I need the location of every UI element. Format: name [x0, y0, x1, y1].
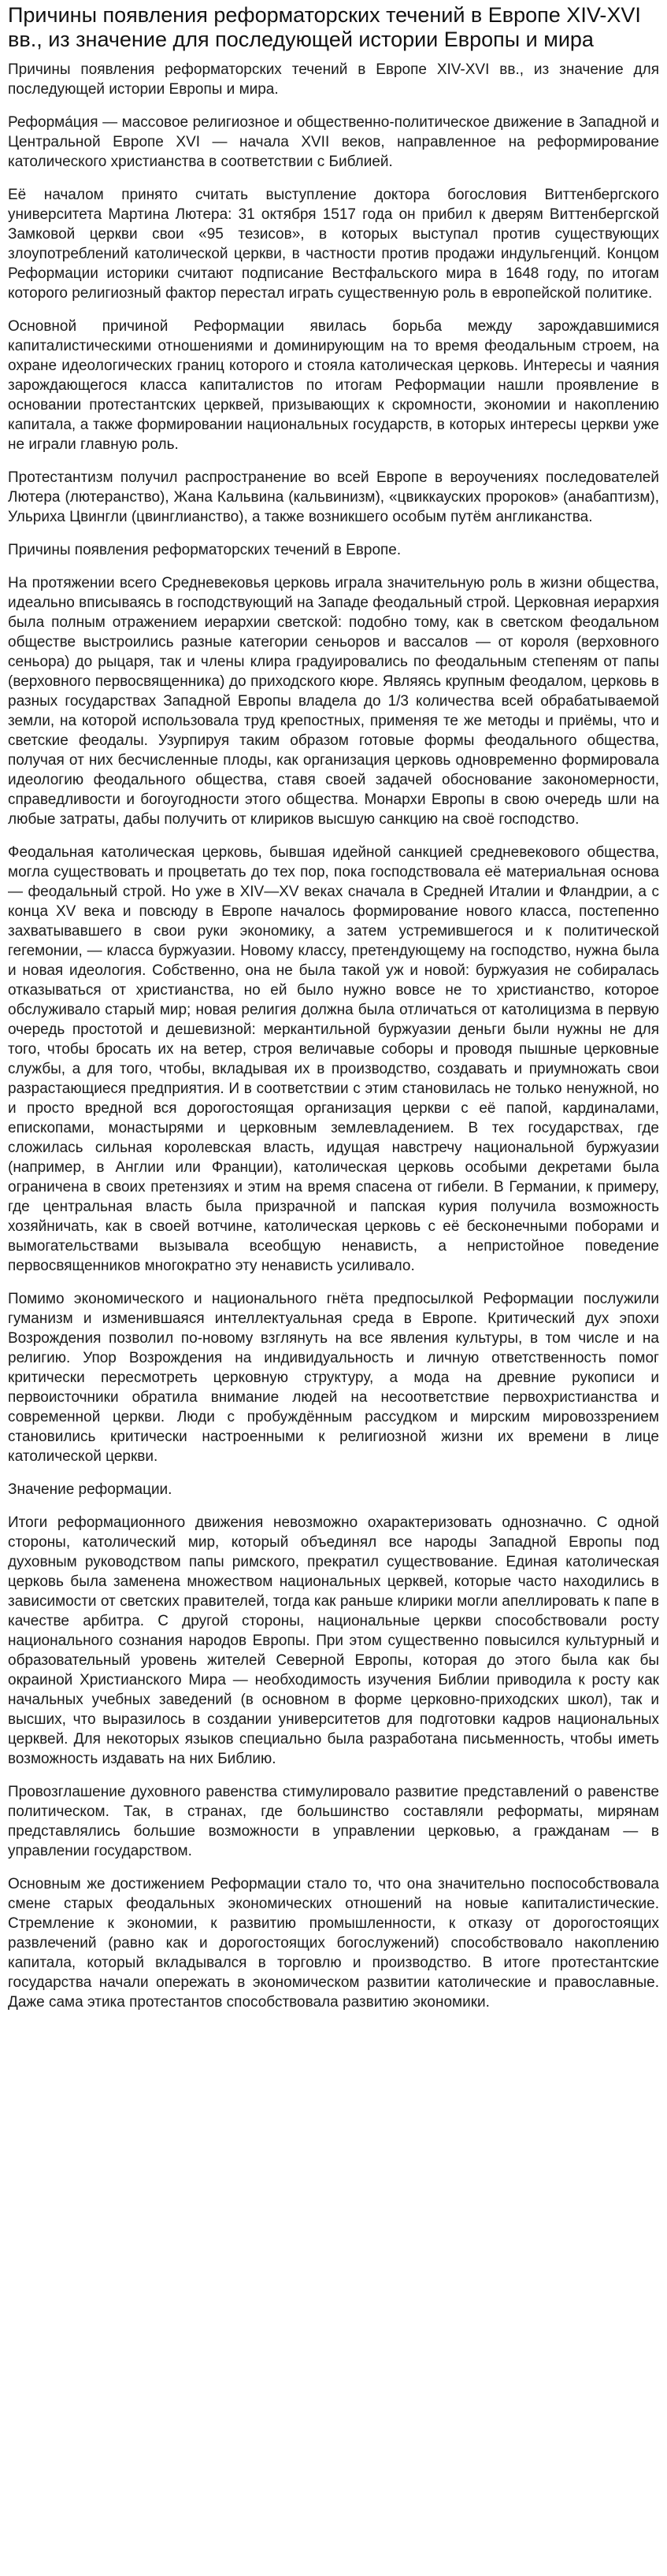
- section-heading-significance: Значение реформации.: [8, 1481, 172, 1498]
- results-paragraph: Итоги реформационного движения невозможно охарактеризовать однозначно. С одной стороны, католический мир, который объединял все народы Западной Европы под духовным руководством папы римского, прекратил существование. Единая католическая церковь была заменена множеством национальных церквей, которые часто находились в зависимости от светских правителей, тогда как раньше клирики могли апеллировать к папе в качестве арбитра. С другой стороны, национальные церкви способствовали росту национального сознания народов Европы. При этом существенно повысился культурный и образовательный уровень жителей Северной Европы, которая до этого была как бы окраиной Христианского Мира — необходимость изучения Библии приводила к росту как начальных учебных заведений (в основном в форме церковно-приходских школ), так и высших, что выразилось в создании университетов для подготовки кадров национальных церквей. Для некоторых языков специально была разработана письменность, чтобы иметь возможность издавать на них Библию.: [8, 1514, 659, 1767]
- equality-paragraph: Провозглашение духовного равенства стимулировало развитие представлений о равенстве политическом. Так, в странах, где большинство составляли реформаты, мирянам представлялись большие возможности в управлении церковью, а гражданам — в управлении государством.: [8, 1784, 659, 1859]
- page-title: Причины появления реформаторских течений в Европе XIV-XVI вв., из значение для последующей истории Европы и мира: [8, 3, 641, 51]
- humanism-paragraph: Помимо экономического и национального гнёта предпосылкой Реформации послужили гуманизм и изменившаяся интеллектуальная среда в Европе. Критический дух эпохи Возрождения позволил по-новому взглянуть на все явления культуры, в том числе и на религию. Упор Возрождения на индивидуальность и личную ответственность помог критически пересмотреть церковную структуру, а мода на древние рукописи и первоисточники обратила внимание людей на несоответствие первохристианства и современной церкви. Люди с пробуждённым рассудком и мирским мировоззрением становились критически настроенными к религиозной жизни их времени в лице католической церкви.: [8, 1291, 659, 1465]
- intro-paragraph: Причины появления реформаторских течений в Европе XIV-XVI вв., из значение для последующей истории Европы и мира.: [8, 61, 659, 98]
- bourgeoisie-paragraph: Феодальная католическая церковь, бывшая идейной санкцией средневекового общества, могла существовать и процветать до тех пор, пока господствовала её материальная основа — феодальный строй. Но уже в XIV—XV веках сначала в Средней Италии и Фландрии, а с конца XV века и повсюду в Европе началось формирование нового класса, постепенно захватывавшего в свои руки экономику, а затем устремившегося и к политической гегемонии, — класса буржуазии. Новому классу, претендующему на господство, нужна была и новая идеология. Собственно, она не была такой уж и новой: буржуазия не собиралась отказываться от христианства, но ей было нужно вовсе не то христианство, которое обслуживало старый мир; новая религия должна была отличаться от католицизма в первую очередь простотой и дешевизной: меркантильной буржуазии деньги были нужны не для того, чтобы бросать их на ветер, строя величавые соборы и проводя пышные церковные службы, а для того, чтобы, вкладывая их в производство, создавать и приумножать свои разрастающиеся предприятия. И в соответствии с этим становилась не только ненужной, но и просто вредной вся дорогостоящая организация церкви с её папой, кардиналами, епископами, монастырями и церковным землевладением. В тех государствах, где сложилась сильная королевская власть, идущая навстречу национальной буржуазии (например, в Англии или Франции), католическая церковь особыми декретами была ограничена в своих претензиях и этим на время спасена от гибели. В Германии, к примеру, где центральная власть была призрачной и папская курия получила возможность хозяйничать, как в своей вотчине, католическая церковь с её бесконечными поборами и вымогательствами вызывала всеобщую ненависть, а непристойное поведение первосвященников многократно эту ненависть усиливало.: [8, 844, 659, 1274]
- main-cause-paragraph: Основной причиной Реформации явилась борьба между зарождавшимися капиталистическими отношениями и доминирующим на то время феодальным строем, на охране идеологических границ которого и стояла католическая церковь. Интересы и чаяния зарождающегося класса капиталистов по итогам Реформации нашли проявление в основании протестантских церквей, призывающих к скромности, экономии и накоплению капитала, а также формировании национальных государств, в которых интересы церкви уже не играли главную роль.: [8, 318, 659, 453]
- definition-paragraph: Реформáция — массовое религиозное и общественно-политическое движение в Западной и Центральной Европе XVI — начала XVII веков, направленное на реформирование католического христианства в соответствии с Библией.: [8, 114, 659, 170]
- article-body: [8, 60, 659, 2012]
- church-role-paragraph: На протяжении всего Средневековья церковь играла значительную роль в жизни общества, идеально вписываясь в господствующий на Западе феодальный строй. Церковная иерархия была полным отражением иерархии светской: подобно тому, как в светском феодальном обществе выстроились разные категории сеньоров и вассалов — от короля (верховного сеньора) до рыцаря, так и члены клира градуировались по феодальным степеням от папы (верховного первосвященника) до приходского кюре. Являясь крупным феодалом, церковь в разных государствах Западной Европы владела до 1/3 количества всей обрабатываемой земли, на которой использовала труд крепостных, применяя те же методы и приёмы, что и светские феодалы. Узурпируя таким образом готовые формы феодального общества, получая от них бесчисленные плоды, как организация церковь одновременно формировала идеологию феодального общества, ставя своей задачей обоснование закономерности, справедливости и богоугодности этого общества. Монархи Европы в свою очередь шли на любые затраты, дабы получить от клириков высшую санкцию на своё господство.: [8, 575, 659, 828]
- start-end-paragraph: Её началом принято считать выступление доктора богословия Виттенбергского университета Мартина Лютера: 31 октября 1517 года он прибил к дверям Виттенбергской Замковой церкви свои «95 тезисов», в которых выступал против существующих злоупотреблений католической церкви, в частности против продажи индульгенций. Концом Реформации историки считают подписание Вестфальского мира в 1648 году, по итогам которого религиозный фактор перестал играть существенную роль в европейской политике.: [8, 187, 659, 302]
- protestantism-paragraph: Протестантизм получил распространение во всей Европе в вероучениях последователей Лютера (лютеранство), Жана Кальвина (кальвинизм), «цвиккауских пророков» (анабаптизм), Ульриха Цвингли (цвинглианство), а также возникшего особым путём англиканства.: [8, 469, 659, 525]
- achievement-paragraph: Основным же достижением Реформации стало то, что она значительно поспособствовала смене старых феодальных экономических отношений на новые капиталистические. Стремление к экономии, к развитию промышленности, к отказу от дорогостоящих развлечений (равно как и дорогостоящих богослужений) способствовало накоплению капитала, который вкладывался в торговлю и производство. В итоге протестантские государства начали опережать в экономическом развитии католические и православные. Даже сама этика протестантов способствовала развитию экономики.: [8, 1876, 659, 2011]
- section-heading-causes: Причины появления реформаторских течений в Европе.: [8, 542, 402, 558]
